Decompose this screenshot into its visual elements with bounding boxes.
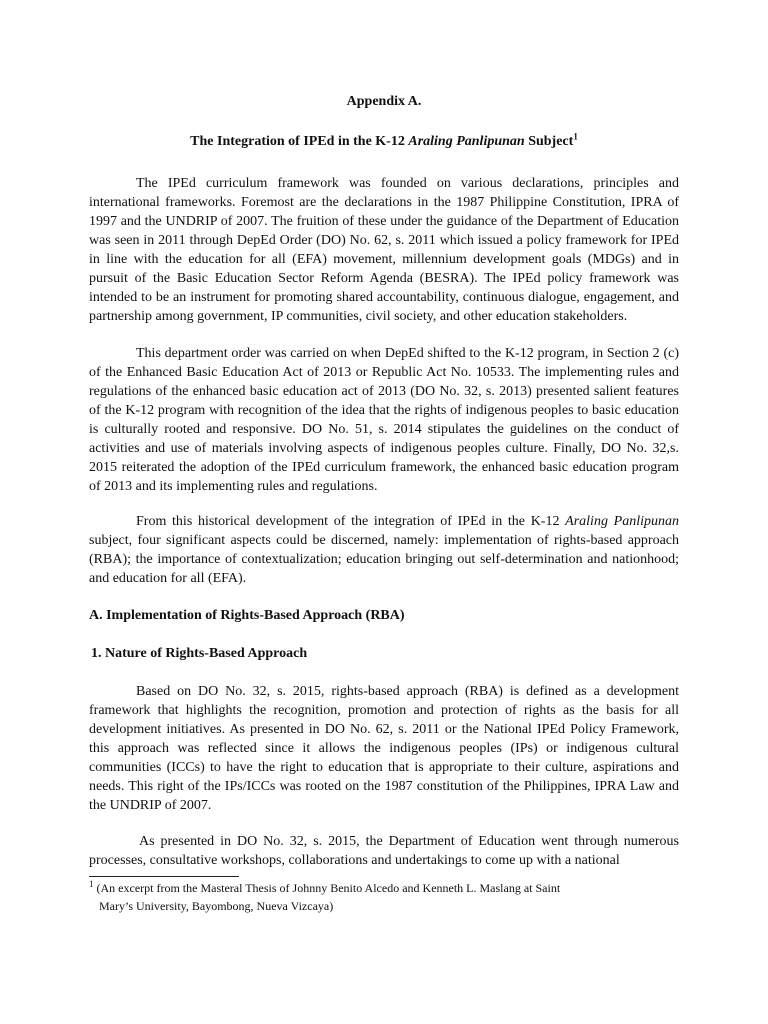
subsection-heading-nature: 1. Nature of Rights-Based Approach <box>91 646 308 661</box>
p3-italic-subject: Araling Panlipunan <box>565 514 679 529</box>
paragraph-k12-shift: This department order was carried on when DepEd shifted to the K-12 program, in Section 2 (c) of the Enhanced Basic Education Act of 2013 or Republic Act No. 10533. The implementing rules and regulations of the enhanced basic education act of 2013 (DO No. 32, s. 2013) presented salient features of the K-12 program with recognition of the idea that the rights of indigenous peoples to basic education is culturally rooted and responsive. DO No. 51, s. 2014 stipulates the guidelines on the conduct of activities and use of materials involving aspects of indigenous peoples culture. Finally, DO No. 32,s. 2015 reiterated the adoption of the IPEd curriculum framework, the enhanced basic education program of 2013 and its implementing rules and regulations. <box>89 346 679 494</box>
footnote-line-1: (An excerpt from the Masteral Thesis of Johnny Benito Alcedo and Kenneth L. Maslang at Saint <box>93 881 561 895</box>
paragraph-rba-definition: Based on DO No. 32, s. 2015, rights-based approach (RBA) is defined as a development framework that highlights the recognition, promotion and protection of rights as the basis for all development initiatives. As presented in DO No. 62, s. 2011 or the National IPEd Policy Framework, this approach was reflected since it allows the indigenous peoples (IPs) or indigenous cultural communities (ICCs) to have the right to education that is appropriate to their culture, aspirations and needs. This right of the IPs/ICCs was rooted on the 1987 constitution of the Philippines, IPRA Law and the UNDRIP of 2007. <box>89 684 679 813</box>
paragraph-deped-processes: As presented in DO No. 32, s. 2015, the Department of Education went through numerous processes, consultative workshops, collaborations and undertakings to come up with a national <box>89 834 679 868</box>
paragraph-framework-origins: The IPEd curriculum framework was founded on various declarations, principles and international frameworks. Foremost are the declarations in the 1987 Philippine Constitution, IPRA of 1997 and the UNDRIP of 2007. The fruition of these under the guidance of the Department of Education was seen in 2011 through DepEd Order (DO) No. 62, s. 2011 which issued a policy framework for IPEd in line with the education for all (EFA) movement, millennium development goals (MDGs) and in pursuit of the Basic Education Sector Reform Agenda (BESRA). The IPEd policy framework was intended to be an instrument for promoting shared accountability, continuous dialogue, engagement, and partnership among government, IP communities, civil society, and other education stakeholders. <box>89 176 679 324</box>
title-text-start: The Integration of IPEd in the K-12 <box>190 134 409 149</box>
footnote <box>89 879 679 915</box>
title-italic-subject: Araling Panlipunan <box>408 134 525 149</box>
section-heading-rba: A. Implementation of Rights-Based Approach (RBA) <box>89 608 405 623</box>
appendix-label: Appendix A. <box>346 94 422 109</box>
footnote-separator <box>89 876 239 877</box>
document-title <box>89 133 679 151</box>
title-text-end: Subject <box>524 134 574 149</box>
title-footnote-ref[interactable]: 1 <box>573 131 578 142</box>
footnote-marker: 1 <box>89 879 94 889</box>
p3-text-start: From this historical development of the integration of IPEd in the K-12 <box>136 514 566 529</box>
p3-text-end: subject, four significant aspects could be discerned, namely: implementation of rights-based approach (RBA); the importance of contextualization; education bringing out self-determination and nationhood; and education for all (EFA). <box>89 533 679 586</box>
footnote-line-2: Mary’s University, Bayombong, Nueva Vizcaya) <box>99 899 334 913</box>
paragraph-four-aspects <box>89 512 679 588</box>
